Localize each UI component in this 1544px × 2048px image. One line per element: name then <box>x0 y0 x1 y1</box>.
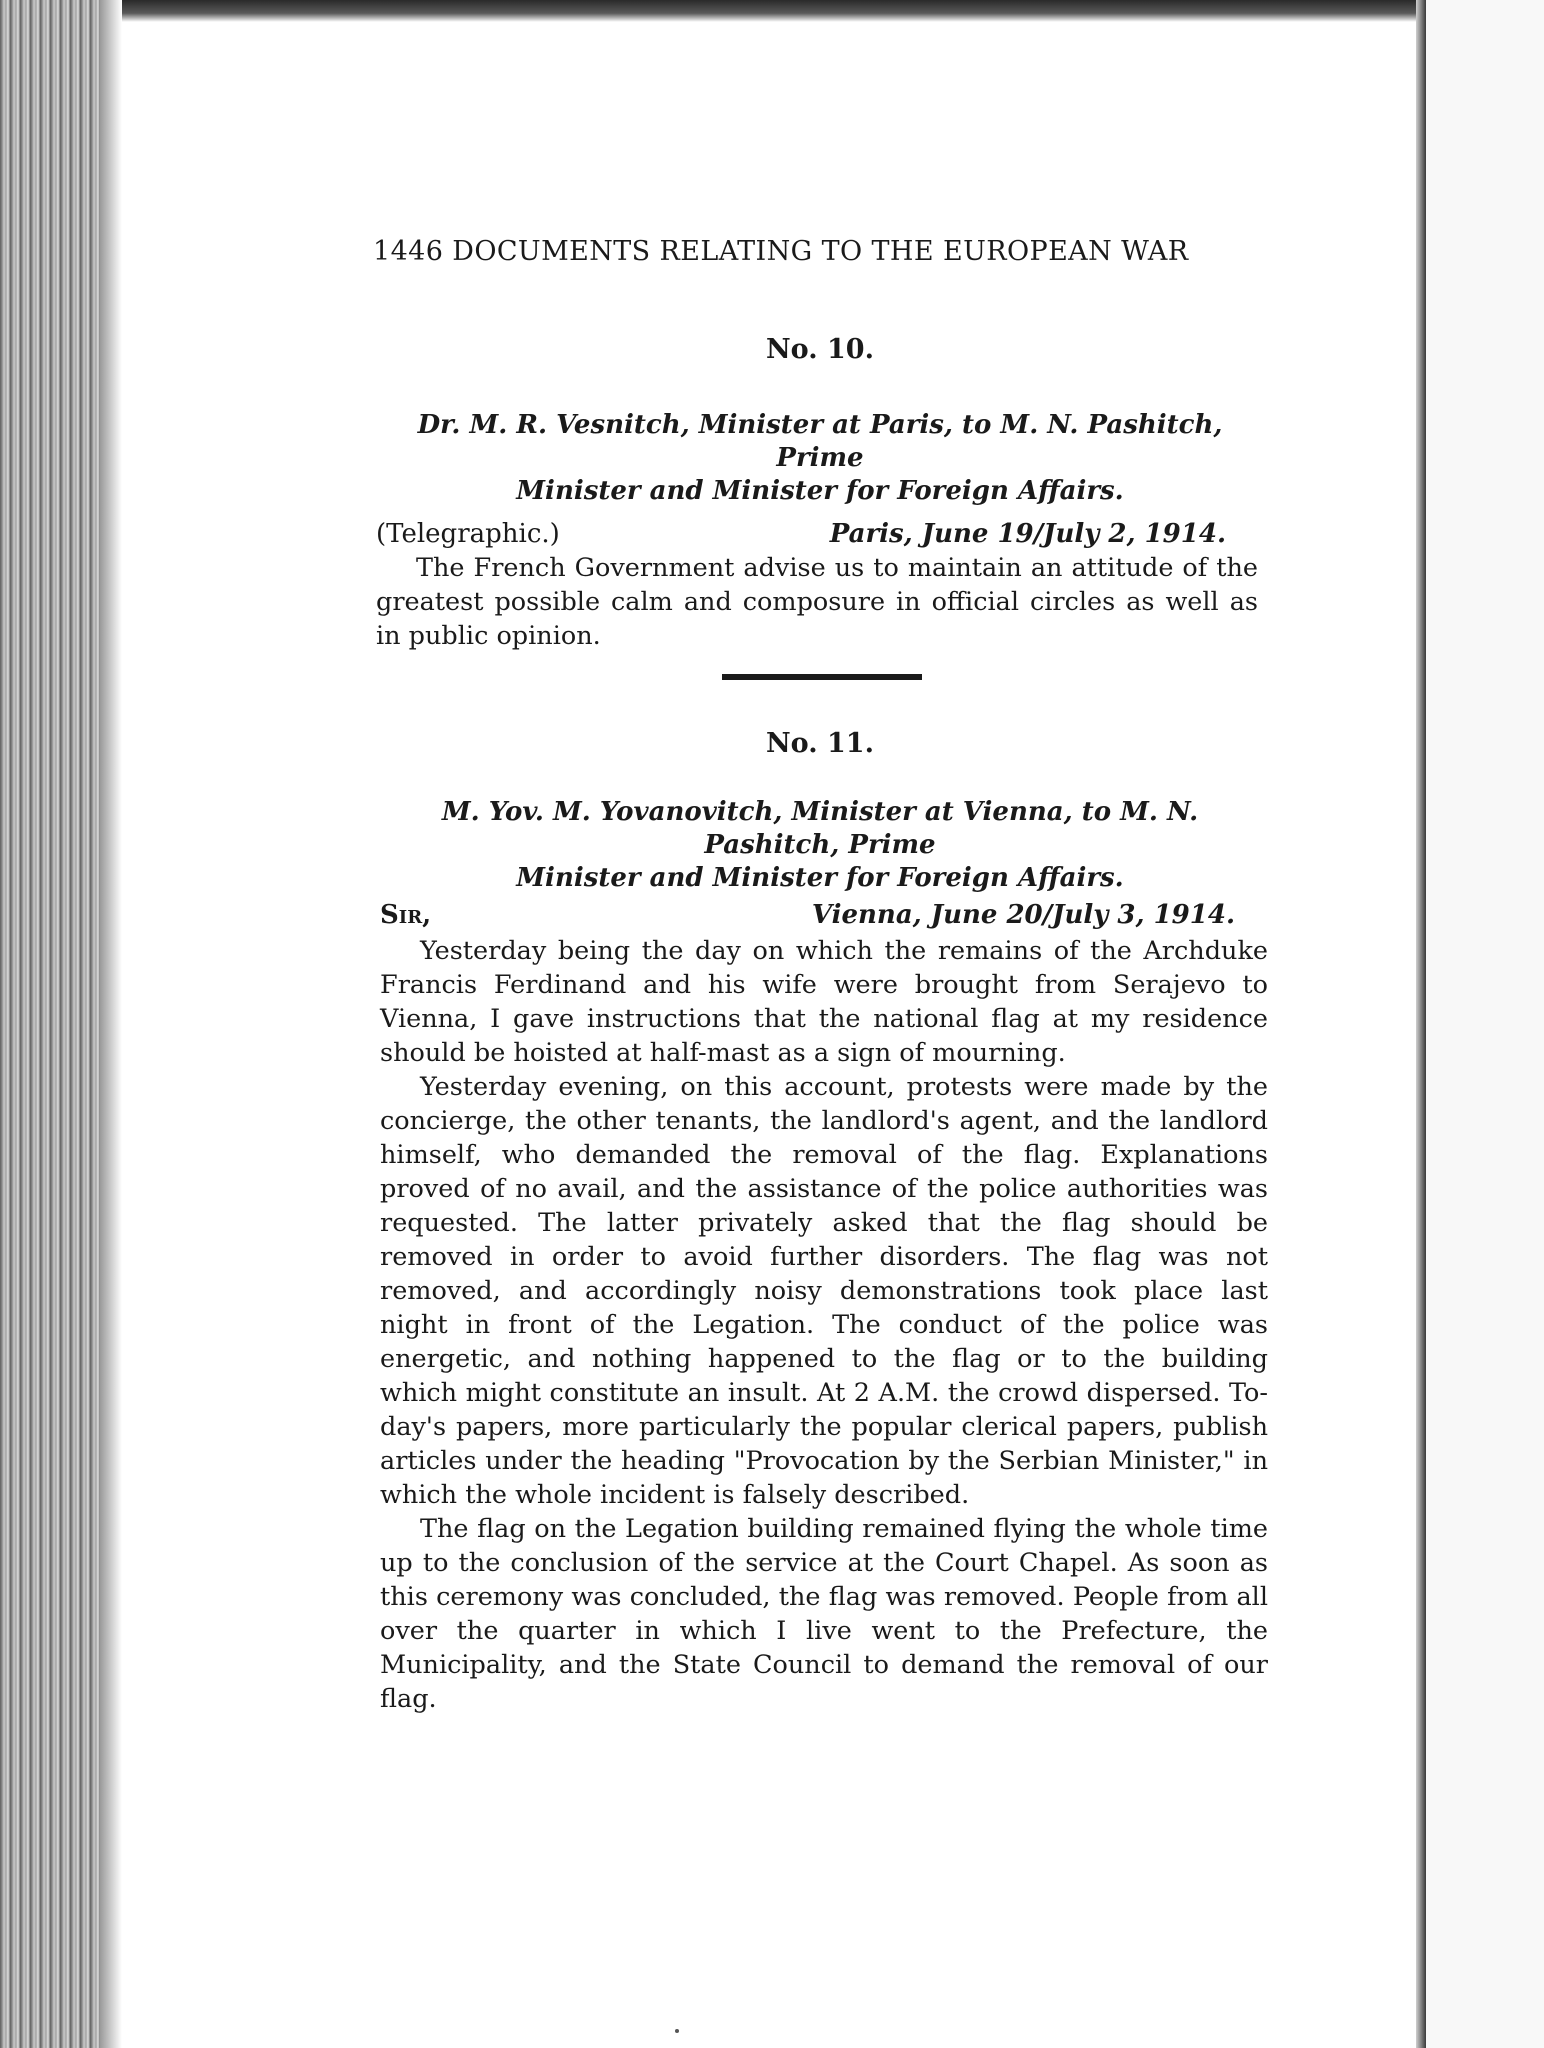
doc10-heading <box>375 409 1265 508</box>
doc10-paragraph: The French Government advise us to maintain an attitude of the greatest possible calm and composure in official circles as well as in public opinion. <box>376 553 1258 651</box>
doc10-date: Paris, June 19/July 2, 1914. <box>829 519 1226 549</box>
doc10-body <box>376 551 1258 653</box>
doc11-salutation: Sir, <box>380 900 432 930</box>
doc11-date: Vienna, June 20/July 3, 1914. <box>811 900 1235 930</box>
scan-top-shadow <box>0 0 1544 22</box>
doc11-paragraph-3: The flag on the Legation building remained flying the whole time up to the conclusion of the service at the Court Chapel. As soon as this ceremony was concluded, the flag was removed. People from all over the quarter in which I live went to the Prefecture, the Municipality, and the State Council to demand the removal of our flag. <box>380 1514 1268 1714</box>
doc10-number: No. 10. <box>766 334 874 365</box>
doc11-heading <box>375 796 1265 895</box>
book-page-edges <box>0 0 112 2048</box>
running-head: 1446 DOCUMENTS RELATING TO THE EUROPEAN WAR <box>373 236 1189 267</box>
doc11-heading-line1: M. Yov. M. Yovanovitch, Minister at Vienna, to M. N. Pashitch, Prime <box>441 797 1199 860</box>
facing-page <box>1426 0 1544 2048</box>
doc10-heading-line2: Minister and Minister for Foreign Affairs. <box>516 476 1124 506</box>
book-edge-fade <box>100 0 122 2048</box>
scan-speck <box>675 2029 679 2033</box>
doc11-paragraph-1: Yesterday being the day on which the remains of the Archduke Francis Ferdinand and his wife were brought from Serajevo to Vienna, I gave instructions that the national flag at my residence should be hoisted at half-mast as a sign of mourning. <box>380 936 1268 1068</box>
doc11-number: No. 11. <box>766 728 874 759</box>
doc11-body <box>380 934 1268 1716</box>
doc10-marker: (Telegraphic.) <box>376 519 560 549</box>
page-right-edge <box>1416 0 1426 2048</box>
section-divider <box>722 674 922 680</box>
doc10-heading-line1: Dr. M. R. Vesnitch, Minister at Paris, to M. N. Pashitch, Prime <box>417 410 1223 473</box>
doc11-paragraph-2: Yesterday evening, on this account, protests were made by the concierge, the other tenants, the landlord's agent, and the landlord himself, who demanded the removal of the flag. Explanations proved of no avail, and the assistance of the police authorities was requested. The latter privately asked that the flag should be removed in order to avoid further disorders. The flag was not removed, and accordingly noisy demonstrations took place last night in front of the Legation. The conduct of the police was energetic, and nothing happened to the flag or to the building which might constitute an insult. At 2 A.M. the crowd dispersed. To-day's papers, more particularly the popular clerical papers, publish articles under the heading "Provocation by the Serbian Minister," in which the whole incident is falsely described. <box>380 1072 1268 1510</box>
doc11-heading-line2: Minister and Minister for Foreign Affairs. <box>516 863 1124 893</box>
